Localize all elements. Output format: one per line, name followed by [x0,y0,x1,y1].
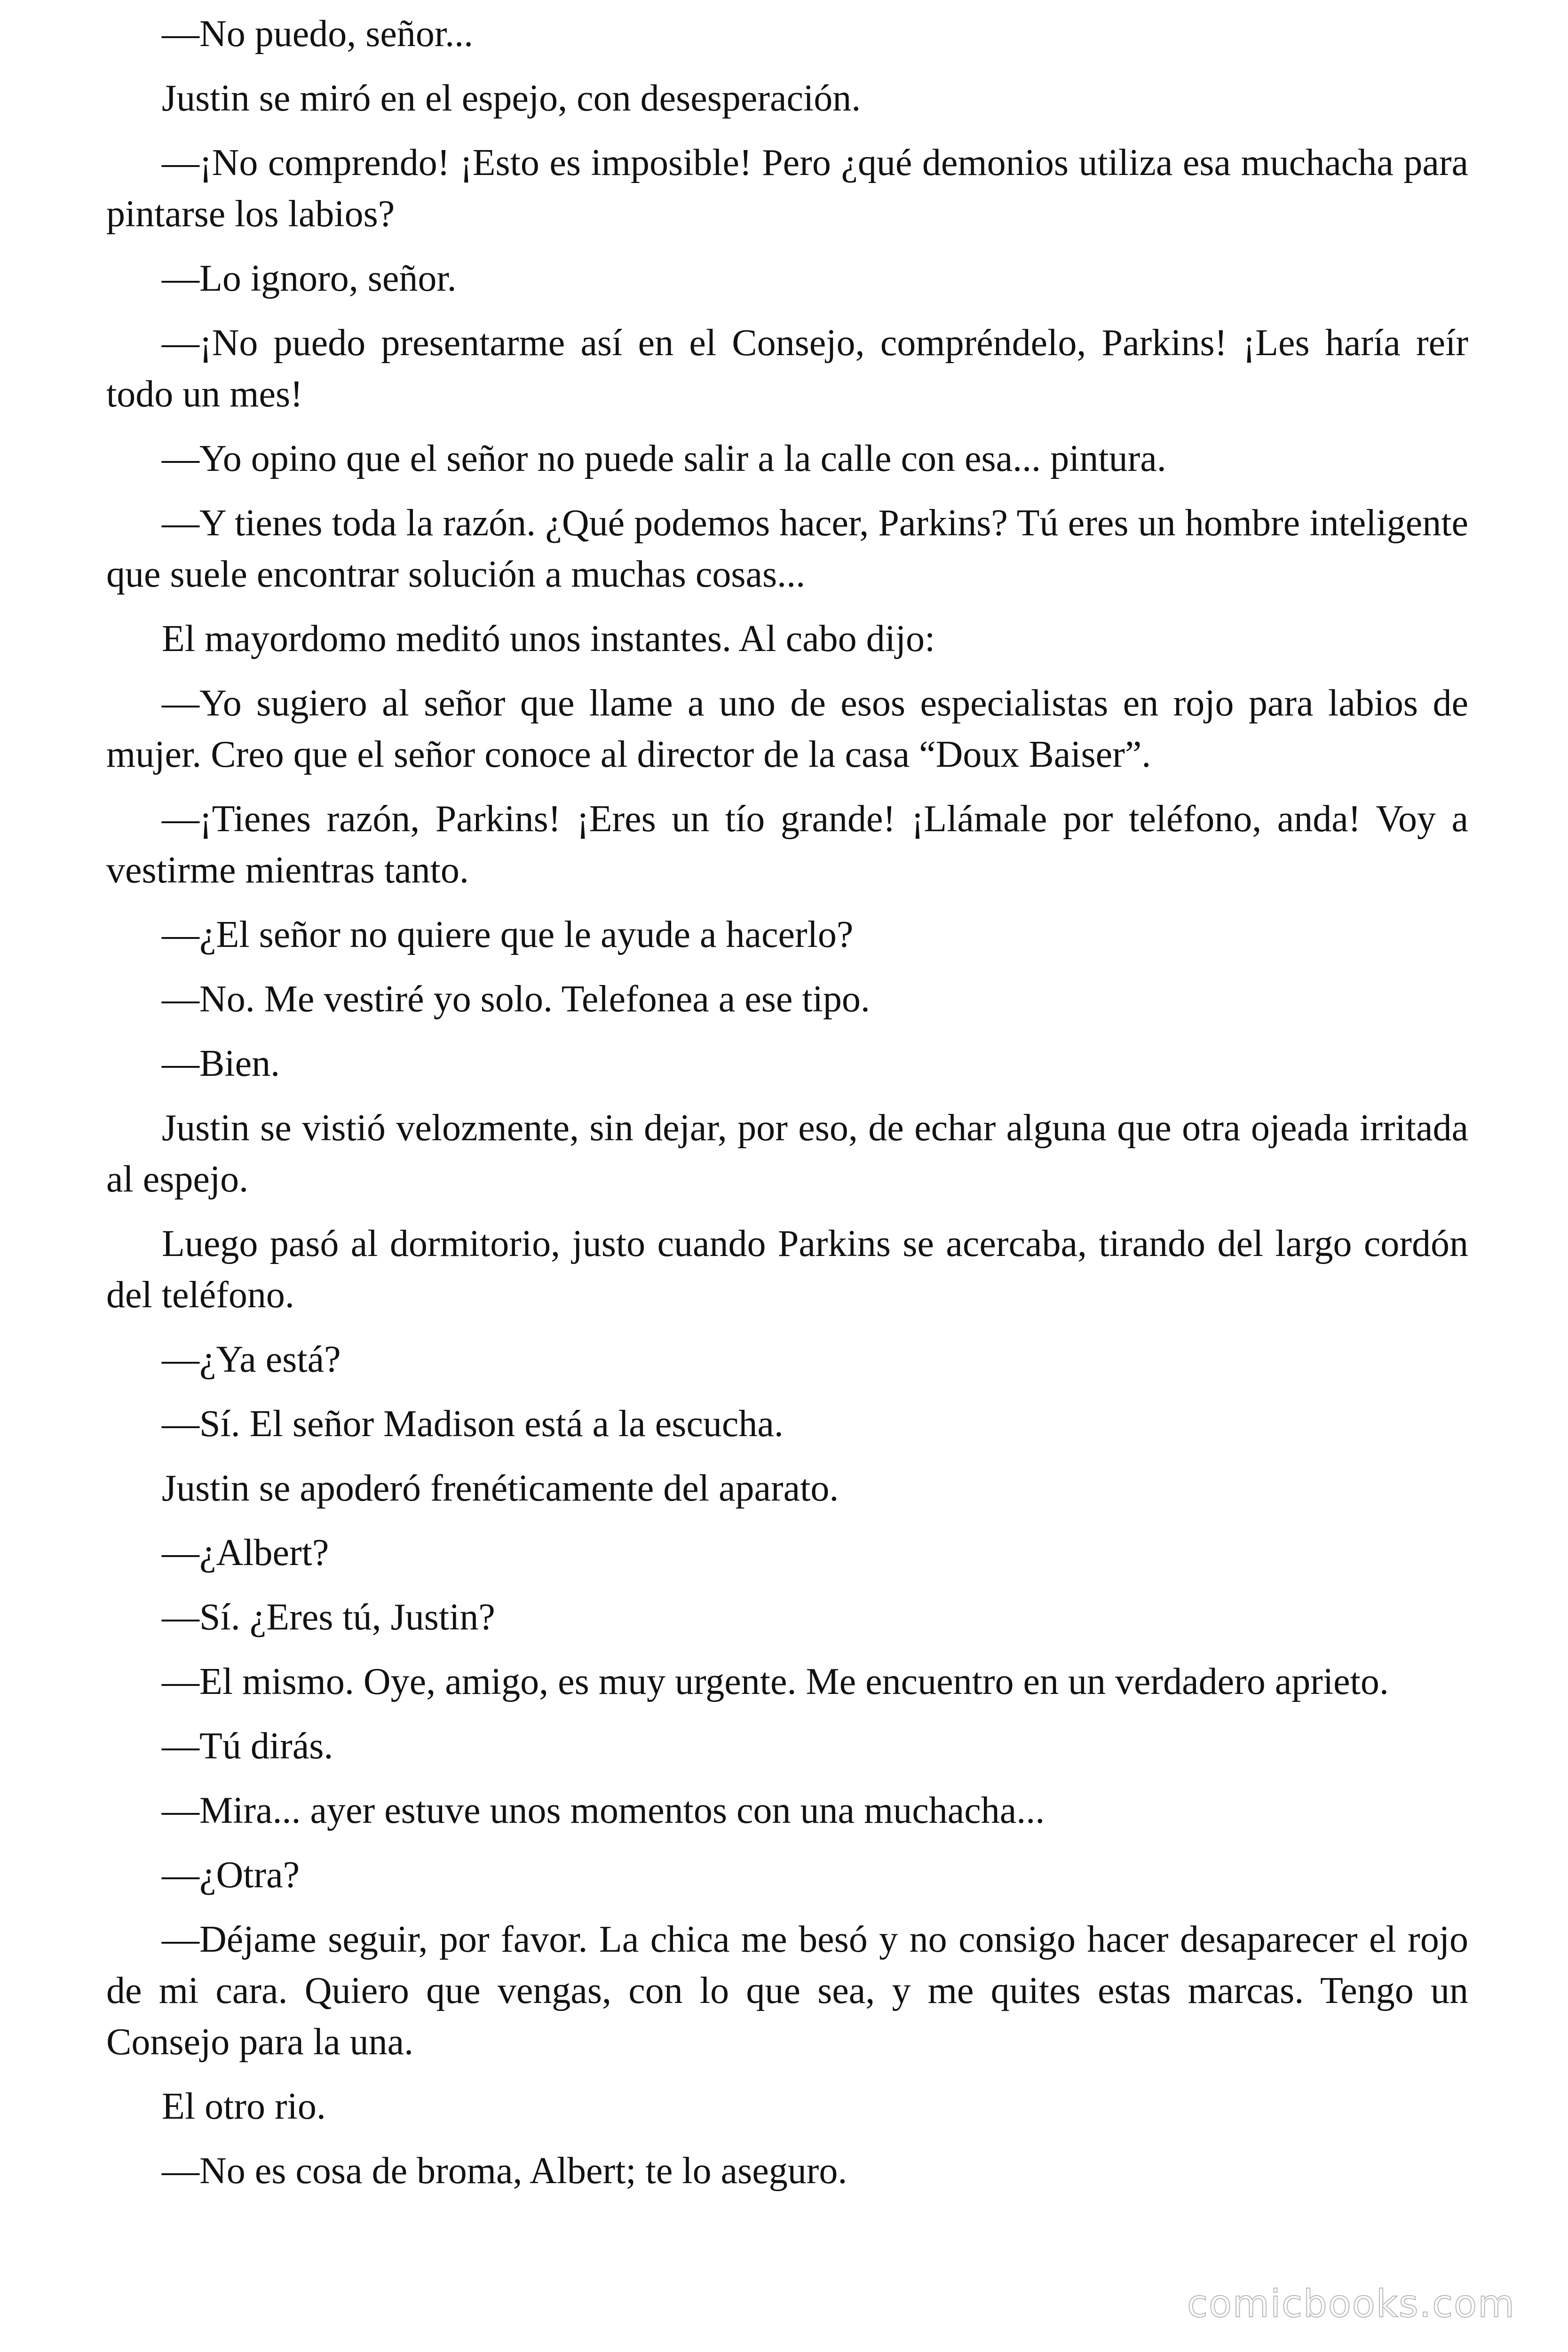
paragraph: Luego pasó al dormitorio, justo cuando Parkins se acercaba, tirando del largo cordón del teléfono. [106,1223,1468,1316]
paragraph: —No puedo, señor... [162,13,474,55]
paragraph: —Sí. El señor Madison está a la escucha. [162,1403,784,1445]
watermark: comicbooks.com [1187,2282,1515,2326]
paragraph: El mayordomo meditó unos instantes. Al cabo dijo: [162,618,935,660]
paragraph: —¡No comprendo! ¡Esto es imposible! Pero ¿qué demonios utiliza esa muchacha para pintarse los labios? [106,142,1468,235]
paragraph: Justin se vistió velozmente, sin dejar, por eso, de echar alguna que otra ojeada irritada al espejo. [106,1107,1468,1200]
paragraph: Justin se miró en el espejo, con desesperación. [162,78,861,119]
paragraph: —¿El señor no quiere que le ayude a hacerlo? [162,914,854,955]
paragraph: —No. Me vestiré yo solo. Telefonea a ese tipo. [162,978,870,1020]
paragraph: —Tú dirás. [162,1725,333,1767]
paragraph: —Lo ignoro, señor. [162,258,457,299]
paragraph: —Bien. [162,1043,280,1084]
paragraph: —Sí. ¿Eres tú, Justin? [162,1597,495,1638]
paragraph: —¿Otra? [162,1854,300,1896]
paragraph: —Déjame seguir, por favor. La chica me besó y no consigo hacer desaparecer el rojo de mi cara. Quiero que vengas, con lo que sea, y me quites estas marcas. Tengo un Consejo para la una. [106,1919,1468,2063]
paragraph: —Mira... ayer estuve unos momentos con una muchacha... [162,1790,1045,1831]
paragraph: Justin se apoderó frenéticamente del aparato. [162,1468,839,1509]
paragraph: —¿Albert? [162,1532,329,1573]
paragraph: —¡No puedo presentarme así en el Consejo, compréndelo, Parkins! ¡Les haría reír todo un mes! [106,322,1468,415]
paragraph: El otro rio. [162,2086,326,2127]
body-text [106,8,1468,2210]
paragraph: —El mismo. Oye, amigo, es muy urgente. Me encuentro en un verdadero aprieto. [162,1661,1389,1702]
paragraph: —No es cosa de broma, Albert; te lo aseguro. [162,2150,847,2192]
paragraph: —Y tienes toda la razón. ¿Qué podemos hacer, Parkins? Tú eres un hombre inteligente que suele encontrar solución a muchas cosas... [106,502,1468,595]
paragraph: —Yo sugiero al señor que llame a uno de esos especialistas en rojo para labios de mujer. Creo que el señor conoce al director de la casa “Doux Baiser”. [106,683,1468,775]
paragraph: —¿Ya está? [162,1339,341,1380]
paragraph: —¡Tienes razón, Parkins! ¡Eres un tío grande! ¡Llámale por teléfono, anda! Voy a vestirme mientras tanto. [106,798,1468,891]
paragraph: —Yo opino que el señor no puede salir a la calle con esa... pintura. [162,438,1166,479]
